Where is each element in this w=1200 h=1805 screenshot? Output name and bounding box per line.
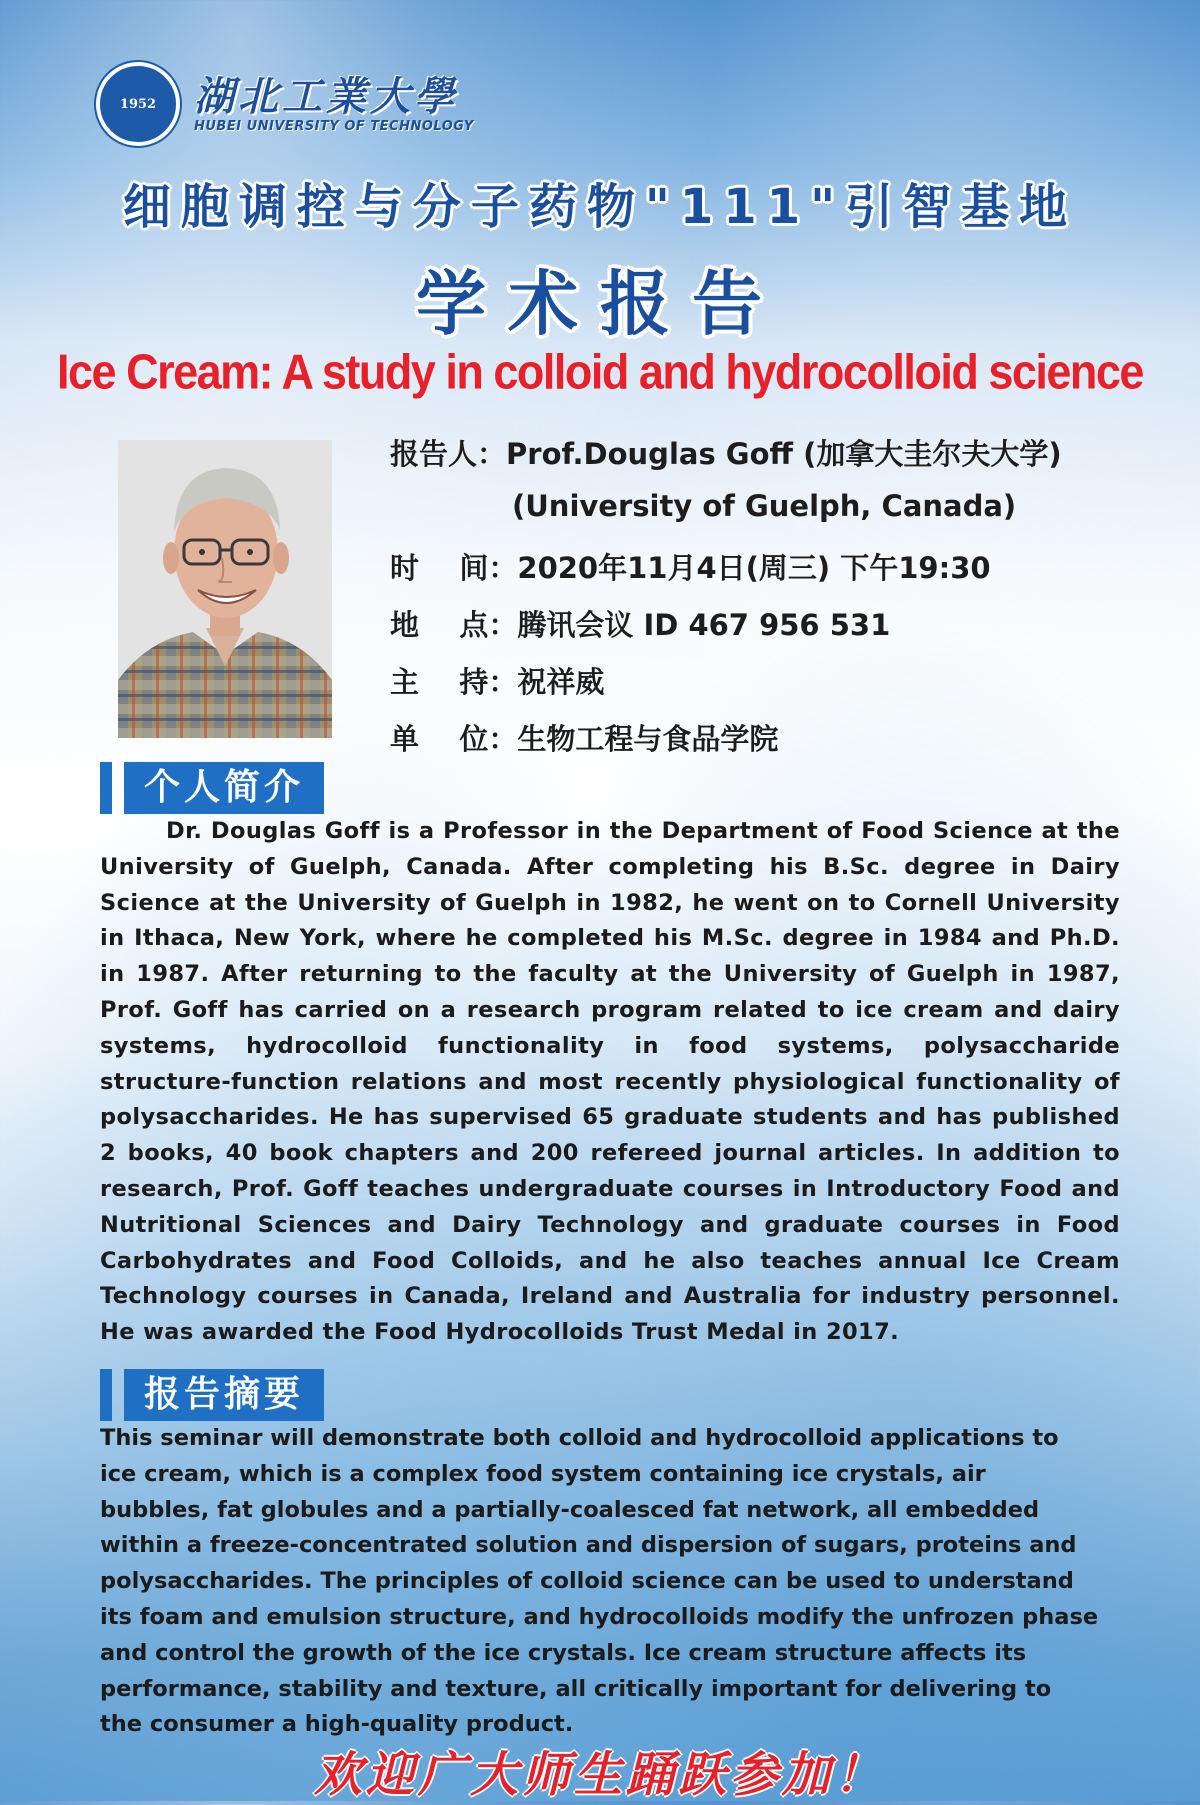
speaker-affiliation: (University of Guelph, Canada) [512,489,1017,523]
host-value: 祝祥威 [517,665,605,699]
host-row [390,660,604,701]
speaker-photo [118,440,332,738]
speaker-affiliation-row [512,489,1016,523]
abstract-paragraph: This seminar will demonstrate both colloid and hydrocolloid applications to ice cream, which is a complex food system containing ice crystals, air bubbles, fat globules and a partially-coalesced fat network, all embedded within a freeze-concentrated solution and dispersion of sugars, proteins and polysaccharides. The principles of colloid science can be used to understand its foam and emulsion structure, and hydrocolloids modify the unfrozen phase and control the growth of the ice crystals. Ice cream structure affects its performance, stability and texture, all critically important for delivering to the consumer a high-quality product. [100,1425,1099,1738]
bio-section-heading [100,762,324,814]
seal-year: 1952 [119,96,157,112]
university-logo [96,62,474,146]
unit-value: 生物工程与食品学院 [517,722,779,756]
time-value: 2020年11月4日(周三) 下午19:30 [517,551,991,585]
bio-heading-label: 个人简介 [124,762,324,814]
speaker-label: 报告人： [390,437,507,471]
bio-paragraph: Dr. Douglas Goff is a Professor in the Department of Food Science at the University of Guelph, Canada. After completing his B.Sc. degree in Dairy Science at the University of Guelph in 1982, he went on to Cornell University in Ithaca, New York, where he completed his M.Sc. degree in 1984 and Ph.D. in 1987. After returning to the faculty at the University of Guelph in 1987, Prof. Goff has carried on a research program related to ice cream and dairy systems, hydrocolloid functionality in food systems, polysaccharide structure-function relations and most recently physiological functionality of polysaccharides. He has supervised 65 graduate students and has published 2 books, 40 book chapters and 200 refereed journal articles. In addition to research, Prof. Goff teaches undergraduate courses in Introductory Food and Nutritional Sciences and Dairy Technology and graduate courses in Food Carbohydrates and Food Colloids, and he also teaches annual Ice Cream Technology courses in Canada, Ireland and Australia for industry personnel. He was awarded the Food Hydrocolloids Trust Medal in 2017. [100,818,1120,1346]
university-seal-icon [96,62,180,146]
welcome-message: 欢迎广大师生踊跃参加！ [313,1747,886,1803]
speaker-value: Prof.Douglas Goff (加拿大圭尔夫大学) [506,437,1062,471]
time-row [390,546,991,587]
place-value: 腾讯会议 ID 467 956 531 [517,608,891,642]
section-accent-bar [100,1369,112,1421]
speaker-row [390,432,1062,473]
speaker-portrait-icon [118,440,332,738]
talk-title: Ice Cream: A study in colloid and hydrocolloid science [57,343,1143,400]
logo-wordmark [194,72,474,134]
logo-english-name: HUBEI UNIVERSITY OF TECHNOLOGY [194,118,474,134]
host-label: 主 持： [390,665,518,699]
page-title: 学术报告 [416,263,784,345]
time-label: 时 间： [390,551,518,585]
logo-chinese-name: 湖北工業大學 [194,72,458,120]
abstract-section-heading [100,1369,324,1421]
unit-row [390,717,778,758]
section-accent-bar [100,762,112,814]
place-label: 地 点： [390,608,518,642]
unit-label: 单 位： [390,722,518,756]
base-subtitle: 细胞调控与分子药物"111"引智基地 [122,179,1078,235]
abstract-heading-label: 报告摘要 [124,1369,324,1421]
place-row [390,603,890,644]
